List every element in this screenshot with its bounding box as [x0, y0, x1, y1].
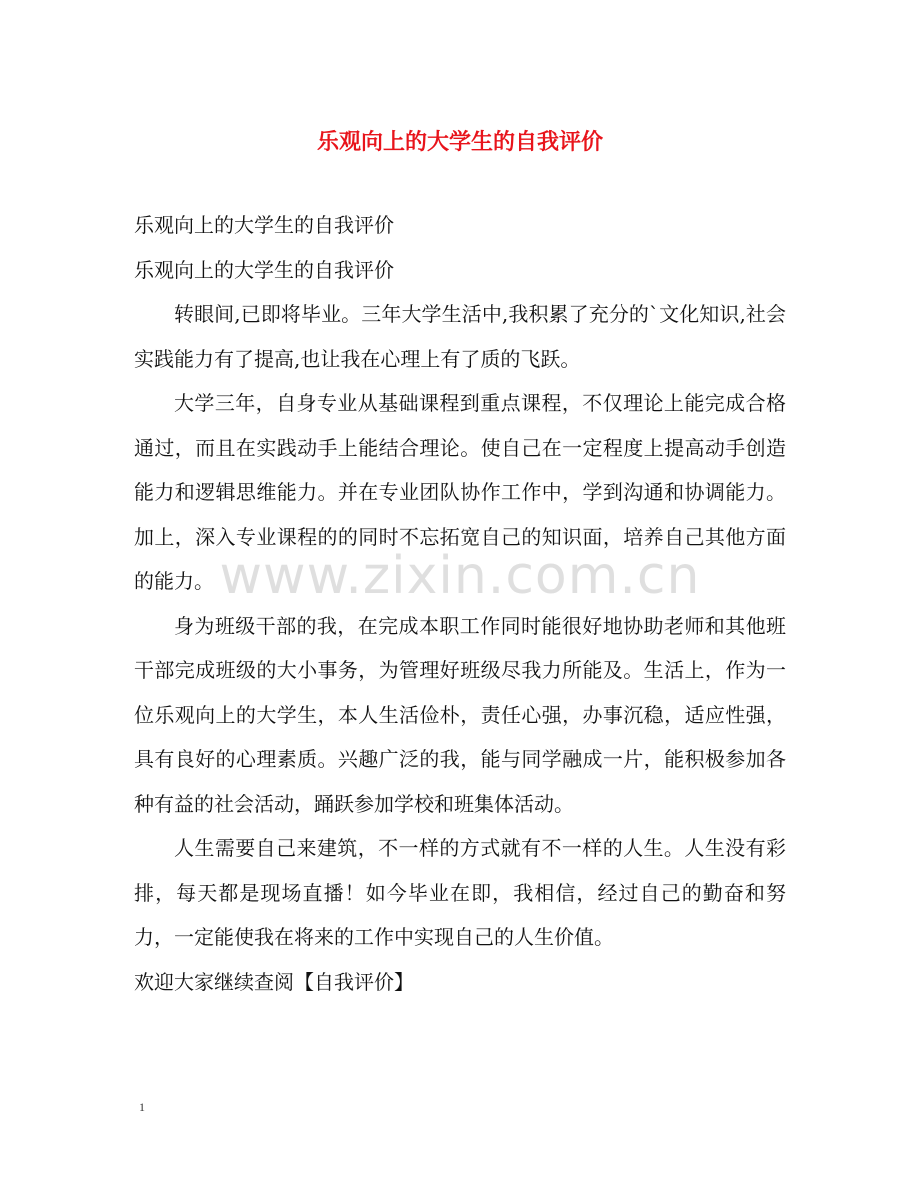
closing-line: 欢迎大家继续查阅【自我评价】	[134, 969, 414, 994]
paragraph: 大学三年，自身专业从基础课程到重点课程，不仅理论上能完成合格通过，而且在实践动手上能结合理论。使自己在一定程度上提高动手创造能力和逻辑思维能力。并在专业团队协作工作中，学到沟通和协调能力。加上，深入专业课程的的同时不忘拓宽自己的知识面，培养自己其他方面的能力。	[134, 391, 786, 593]
document-body	[134, 203, 786, 1004]
paragraph: 人生需要自己来建筑，不一样的方式就有不一样的人生。人生没有彩排，每天都是现场直播！如今毕业在即，我相信，经过自己的勤奋和努力，一定能使我在将来的工作中实现自己的人生价值。	[134, 836, 786, 949]
subtitle-line: 乐观向上的大学生的自我评价	[134, 257, 394, 282]
paragraph: 转眼间,已即将毕业。三年大学生活中,我积累了充分的`文化知识,社会实践能力有了提高,也让我在心理上有了质的飞跃。	[134, 302, 786, 371]
subtitle-line: 乐观向上的大学生的自我评价	[134, 213, 394, 237]
watermark: www.zixin.com.cn	[219, 546, 701, 606]
paragraph: 身为班级干部的我，在完成本职工作同时能很好地协助老师和其他班干部完成班级的大小事务，为管理好班级尽我力所能及。生活上，作为一位乐观向上的大学生，本人生活俭朴，责任心强，办事沉稳，适应性强，具有良好的心理素质。兴趣广泛的我，能与同学融成一片，能积极参加各种有益的社会活动，踊跃参加学校和班集体活动。	[134, 613, 786, 816]
document-title: 乐观向上的大学生的自我评价	[316, 129, 603, 155]
page-number: 1	[139, 1100, 145, 1114]
